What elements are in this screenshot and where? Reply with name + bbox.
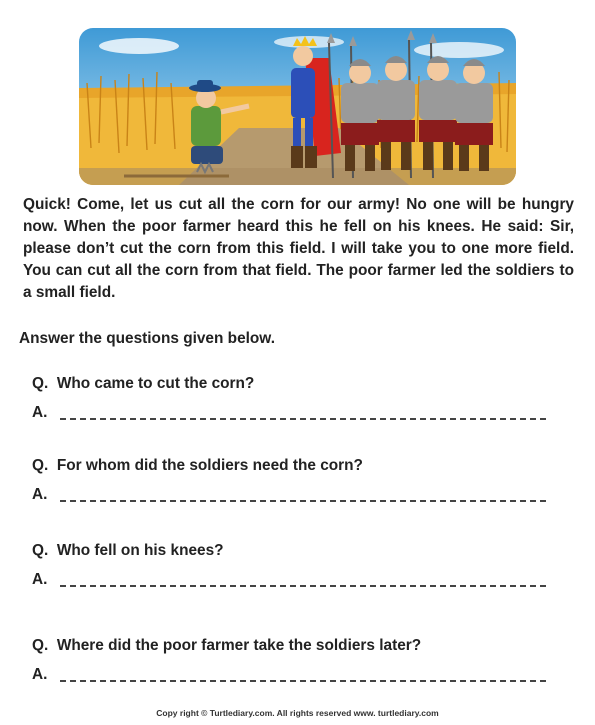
story-illustration <box>79 28 516 185</box>
story-paragraph: Quick! Come, let us cut all the corn for our army! No one will be hungry now. When the poor farmer heard this he fell on his knees. He said: Sir, please don’t cut the corn from this field. I will take you to one more field. You can cut all the corn from that field. The poor farmer led the soldiers to a small field. <box>23 196 574 301</box>
answer-line[interactable] <box>32 569 552 591</box>
answer-blank[interactable] <box>60 500 546 502</box>
question-3 <box>32 540 552 591</box>
answer-blank[interactable] <box>60 418 546 420</box>
answer-label: A. <box>32 404 48 421</box>
question-4 <box>32 635 552 686</box>
question-text: Q. Who came to cut the corn? <box>32 375 255 392</box>
answer-label: A. <box>32 666 48 683</box>
copyright-footer: Copy right © Turtlediary.com. All rights reserved www. turtlediary.com <box>156 708 439 718</box>
question-1 <box>32 373 552 424</box>
answer-label: A. <box>32 486 48 503</box>
answer-line[interactable] <box>32 664 552 686</box>
answer-line[interactable] <box>32 484 552 506</box>
question-text: Q. For whom did the soldiers need the corn? <box>32 457 363 474</box>
question-text: Q. Where did the poor farmer take the soldiers later? <box>32 637 422 654</box>
question-text: Q. Who fell on his knees? <box>32 542 224 559</box>
instruction-text: Answer the questions given below. <box>19 330 275 347</box>
answer-label: A. <box>32 571 48 588</box>
answer-blank[interactable] <box>60 585 546 587</box>
answer-blank[interactable] <box>60 680 546 682</box>
cornfield-scene-image <box>79 28 516 185</box>
question-2 <box>32 455 552 506</box>
answer-line[interactable] <box>32 402 552 424</box>
